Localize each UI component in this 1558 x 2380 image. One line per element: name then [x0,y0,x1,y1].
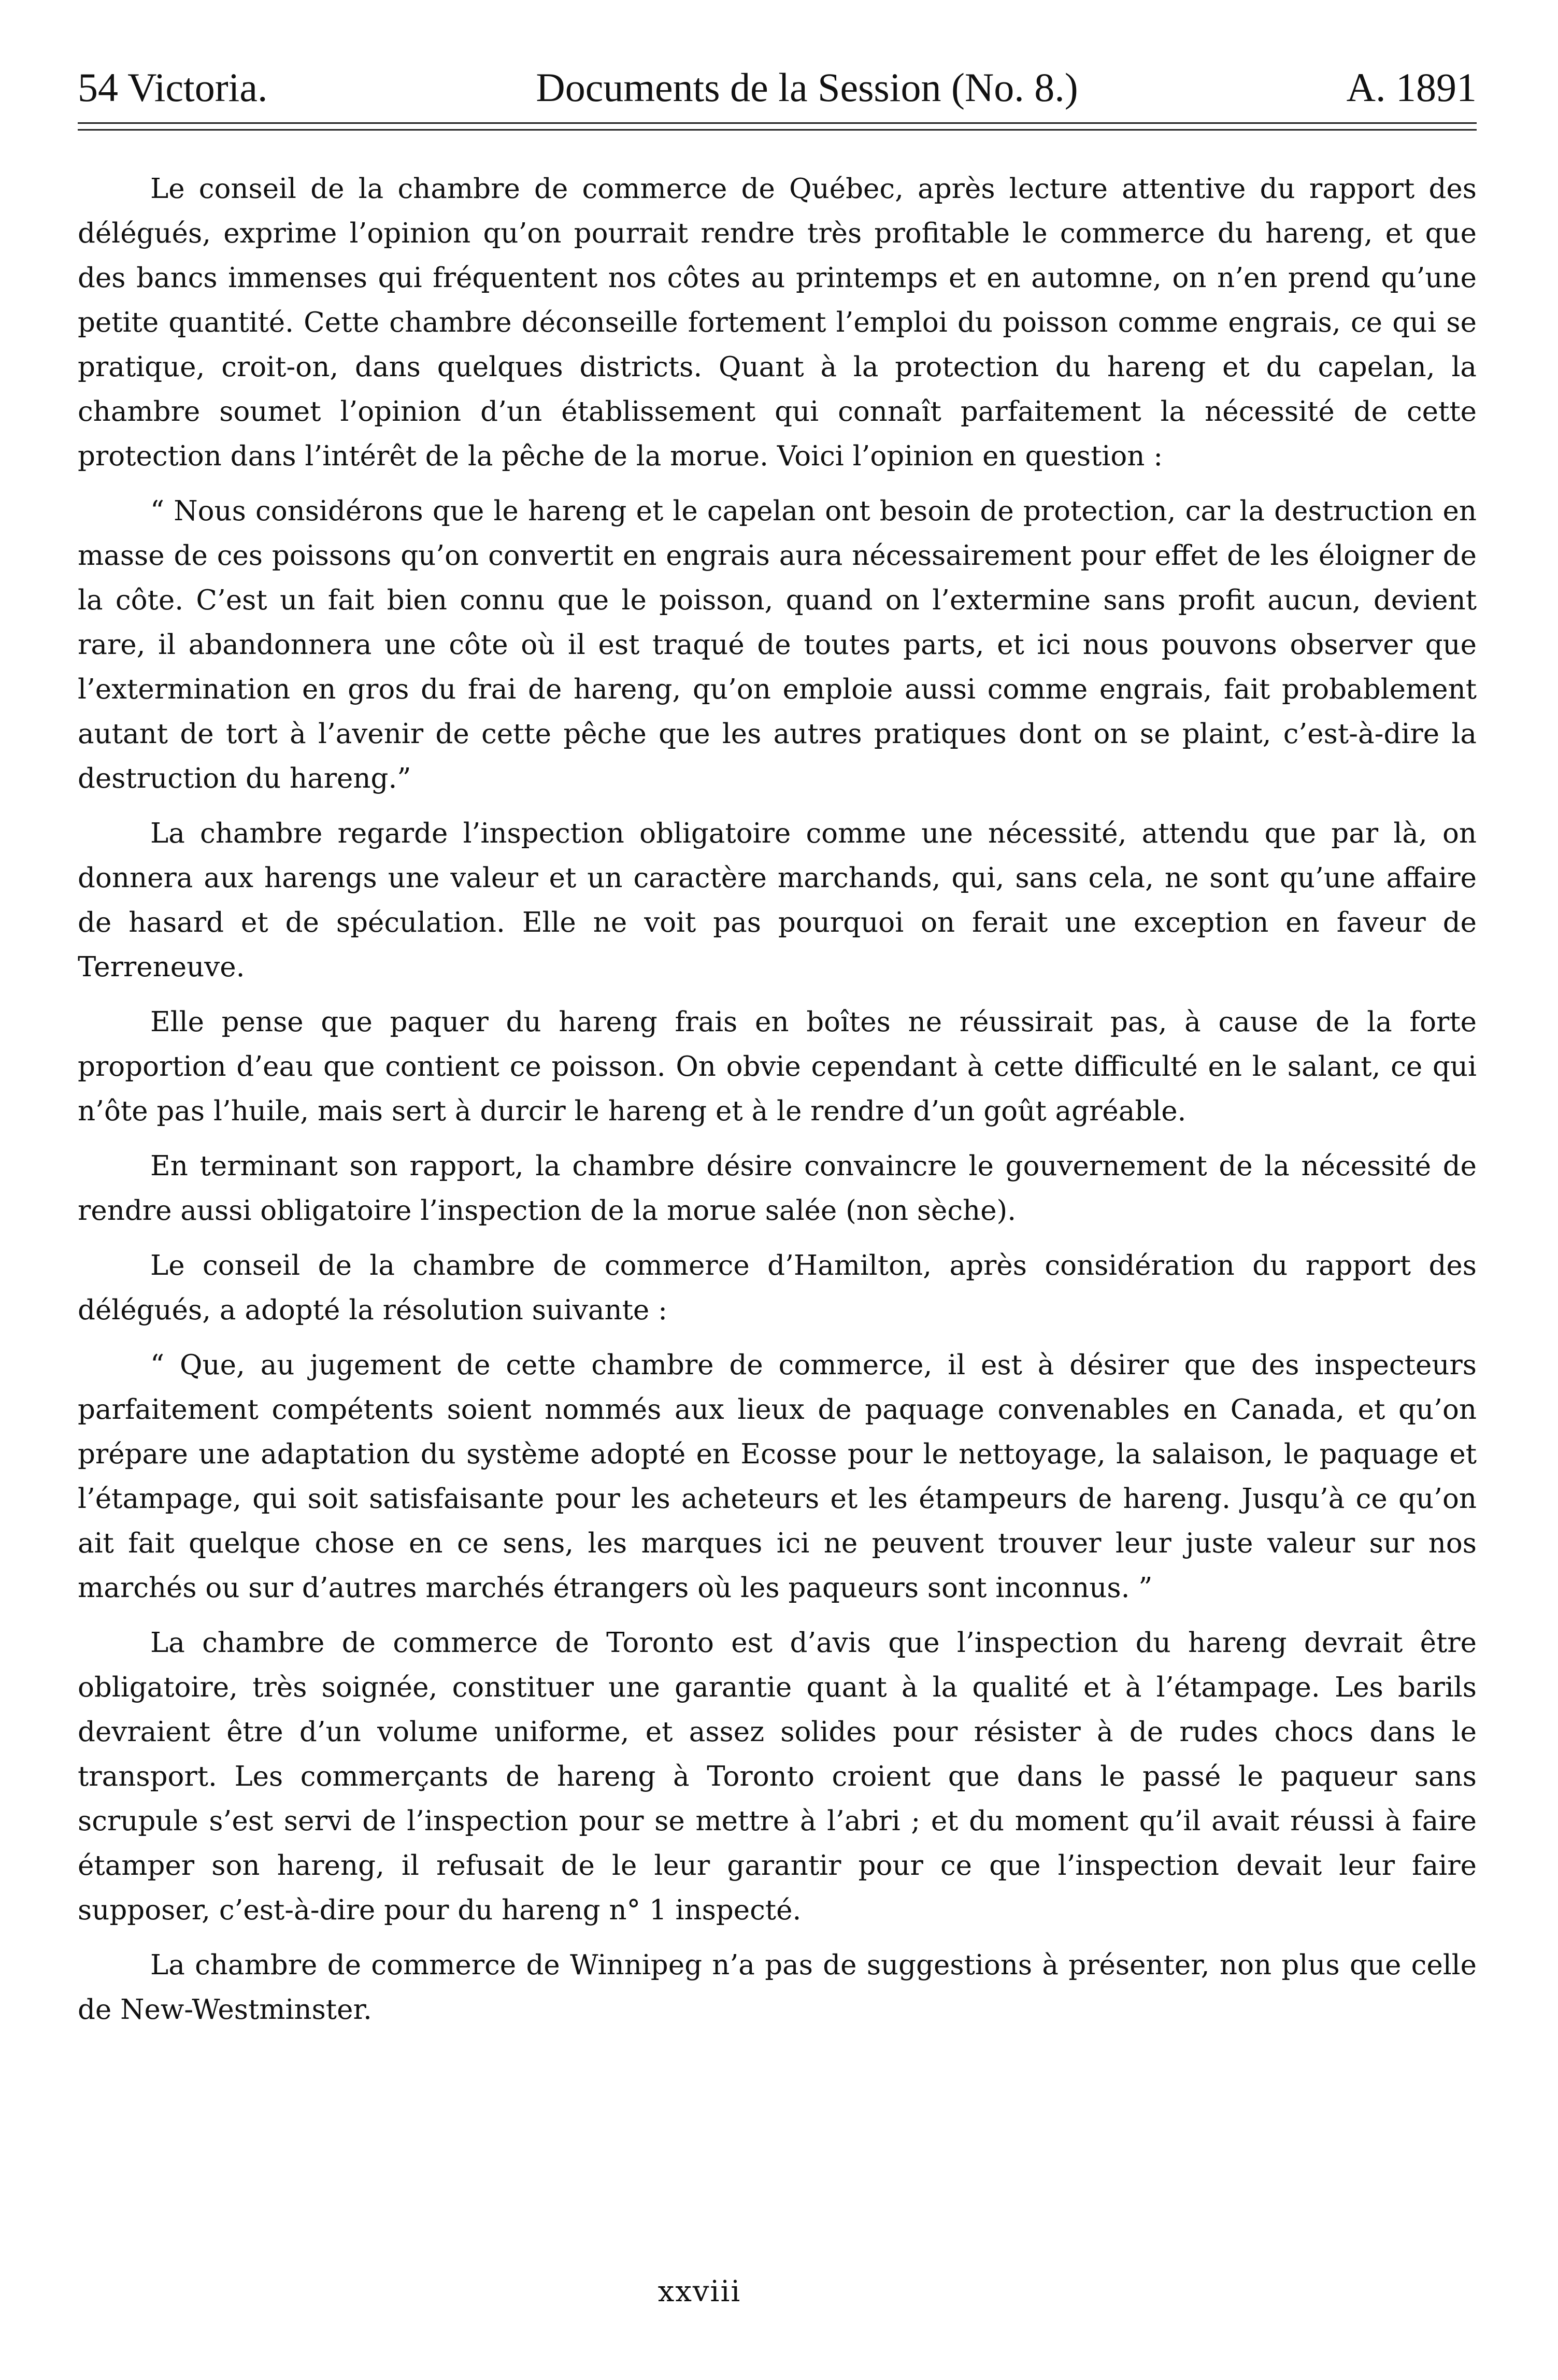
paragraph-winnipeg: La chambre de commerce de Winnipeg n’a pas de suggestions à présenter, non plus que celle de New-Westminster. [78,1949,1477,2026]
header-center: Documents de la Session (No. 8.) [536,65,1078,110]
page-number: xxviii [657,2275,741,2308]
running-head [78,67,1477,119]
paragraph-conclusion: En terminant son rapport, la chambre désire convaincre le gouvernement de la nécessité de rendre aussi obligatoire l’inspection de la morue salée (non sèche). [78,1150,1477,1227]
paragraph-quote-hamilton: “ Que, au jugement de cette chambre de commerce, il est à désirer que des inspecteurs parfaitement compétents soient nommés aux lieux de paquage convenables en Canada, et qu’on prépare une adaptation du système adopté en Ecosse pour le nettoyage, la salaison, le paquage et l’étampage, qui soit satisfaisante pour les acheteurs et les étampeurs de hareng. Jusqu’à ce qu’on ait fait quelque chose en ce sens, les marques ici ne peuvent trouver leur juste valeur sur nos marchés ou sur d’autres marchés étrangers où les paqueurs sont inconnus. ” [78,1349,1477,1604]
paragraph-inspection: La chambre regarde l’inspection obligatoire comme une nécessité, attendu que par là, on donnera aux harengs une valeur et un caractère marchands, qui, sans cela, ne sont qu’une affaire de hasard et de spéculation. Elle ne voit pas pourquoi on ferait une exception en faveur de Terreneuve. [78,818,1477,983]
header-rule-top [78,122,1477,124]
paragraph-toronto: La chambre de commerce de Toronto est d’avis que l’inspection du hareng devrait être obligatoire, très soignée, constituer une garantie quant à la qualité et à l’étampage. Les barils devraient être d’un volume uniforme, et assez solides pour résister à de rudes chocs dans le transport. Les commerçants de hareng à Toronto croient que dans le passé le paqueur sans scrupule s’est servi de l’inspection pour se mettre à l’abri ; et du moment qu’il avait réussi à faire étamper son hareng, il refusait de le leur garantir pour ce que l’inspection devait leur faire supposer, c’est-à-dire pour du hareng n° 1 inspecté. [78,1627,1477,1926]
paragraph-quebec: Le conseil de la chambre de commerce de Québec, après lecture attentive du rapport des délégués, exprime l’opinion qu’on pourrait rendre très profitable le commerce du hareng, et que des bancs immenses qui fréquentent nos côtes au printemps et en automne, on n’en prend qu’une petite quantité. Cette chambre déconseille fortement l’emploi du poisson comme engrais, ce qui se pratique, croit-on, dans quelques districts. Quant à la protection du hareng et du capelan, la chambre soumet l’opinion d’un établissement qui connaît parfaitement la nécessité de cette protection dans l’intérêt de la pêche de la morue. Voici l’opinion en question : [78,173,1477,472]
page-body [78,67,1477,2043]
paragraph-quote-protection: “ Nous considérons que le hareng et le capelan ont besoin de protection, car la destruction en masse de ces poissons qu’on convertit en engrais aura nécessairement pour effet de les éloigner de la côte. C’est un fait bien connu que le poisson, quand on l’extermine sans profit aucun, devient rare, il abandonnera une côte où il est traqué de toutes parts, et ici nous pouvons observer que l’extermination en gros du frai de hareng, qu’on emploie aussi comme engrais, fait probablement autant de tort à l’avenir de cette pêche que les autres pratiques dont on se plaint, c’est-à-dire la destruction du hareng.” [78,495,1477,794]
header-rule-bottom [78,129,1477,131]
paragraph-hamilton: Le conseil de la chambre de commerce d’Hamilton, après considération du rapport des délégués, a adopté la résolution suivante : [78,1250,1477,1326]
header-right: A. 1891 [1346,65,1477,110]
paragraph-packing: Elle pense que paquer du hareng frais en boîtes ne réussirait pas, à cause de la forte proportion d’eau que contient ce poisson. On obvie cependant à cette difficulté en le salant, ce qui n’ôte pas l’huile, mais sert à durcir le hareng et à le rendre d’un goût agréable. [78,1006,1477,1127]
header-left: 54 Victoria. [78,65,268,110]
